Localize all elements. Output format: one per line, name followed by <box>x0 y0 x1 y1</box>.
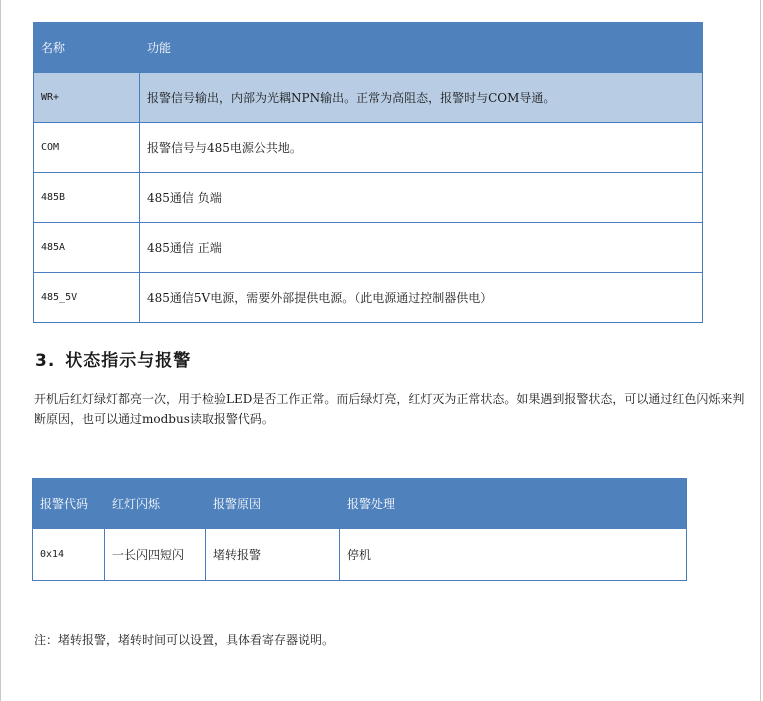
pin-function: 485通信 负端 <box>140 173 703 223</box>
table-row <box>34 73 703 123</box>
section-title: 状态指示与报警 <box>65 351 192 371</box>
pin-function: 485通信 正端 <box>140 223 703 273</box>
pin-name: 485_5V <box>34 273 140 323</box>
header-red-blink: 红灯闪烁 <box>105 479 206 529</box>
table-row <box>34 173 703 223</box>
alarm-code: 0x14 <box>33 529 105 581</box>
pin-name: WR+ <box>34 73 140 123</box>
header-alarm-code: 报警代码 <box>33 479 105 529</box>
pin-function: 485通信5V电源，需要外部提供电源。（此电源通过控制器供电） <box>140 273 703 323</box>
table-row <box>33 529 687 581</box>
body-paragraph: 开机后红灯绿灯都亮一次，用于检验LED是否工作正常。而后绿灯亮，红灯灭为正常状态。如果遇到报警状态，可以通过红色闪烁来判断原因，也可以通过modbus读取报警代码。 <box>34 392 745 426</box>
table-header-row <box>33 479 687 529</box>
pin-name: 485B <box>34 173 140 223</box>
pin-function: 报警信号与485电源公共地。 <box>140 123 703 173</box>
pin-name: COM <box>34 123 140 173</box>
alarm-cause: 堵转报警 <box>206 529 340 581</box>
table-header-row <box>34 23 703 73</box>
red-blink-pattern: 一长闪四短闪 <box>105 529 206 581</box>
section-number: 3. <box>35 351 56 371</box>
table-row <box>34 273 703 323</box>
footnote: 注：堵转报警，堵转时间可以设置，具体看寄存器说明。 <box>34 633 335 647</box>
section-heading <box>35 346 191 371</box>
alarm-code-table <box>32 478 687 581</box>
header-alarm-cause: 报警原因 <box>206 479 340 529</box>
header-function: 功能 <box>140 23 703 73</box>
table-row <box>34 223 703 273</box>
pin-function-table <box>33 22 703 323</box>
alarm-action: 停机 <box>340 529 687 581</box>
header-name: 名称 <box>34 23 140 73</box>
table-row <box>34 123 703 173</box>
pin-function: 报警信号输出，内部为光耦NPN输出。正常为高阻态，报警时与COM导通。 <box>140 73 703 123</box>
header-alarm-action: 报警处理 <box>340 479 687 529</box>
pin-name: 485A <box>34 223 140 273</box>
